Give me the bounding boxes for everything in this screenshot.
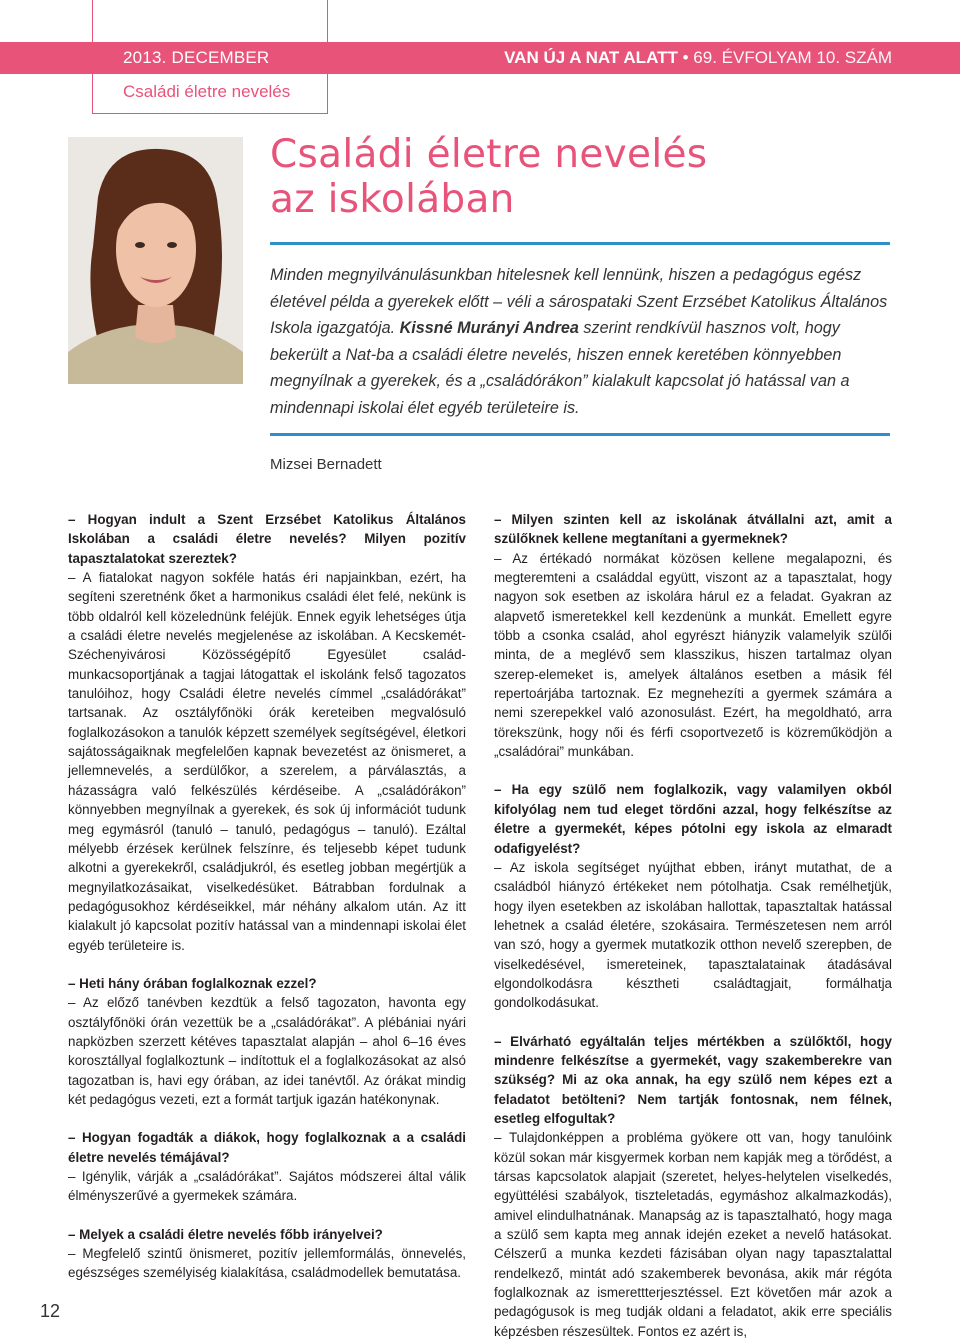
question: – Ha egy szülő nem foglalkozik, vagy valamilyen okból kifolyólag nem tud eleget tördőni azzal, hogy felkészítse az életre a gyermekét, képes pótolni egy iskola az elmaradt odafigyelést? [494,782,892,856]
question: – Melyek a családi életre nevelés főbb irányelvei? [68,1226,383,1242]
title-rule [270,242,890,245]
page-number: 12 [40,1301,61,1321]
question: – Hogyan indult a Szent Erzsébet Katolikus Általános Iskolában a családi életre nevelés? Milyen pozitív tapasztalatokat szereztek? [68,512,466,566]
portrait-illustration [68,137,243,384]
magazine-issue [504,48,892,68]
answer: – Igénylik, várják a „családórákat”. Sajátos módszerei által válik élményszerűvé a gyermekek számára. [68,1169,466,1204]
magazine-title: VAN ÚJ A NAT ALATT [504,48,678,67]
answer: – Az iskola segítséget nyújthat ebben, irányt mutathat, de a családból hiányzó értékeket nem pótolhatja. Csak remélhetjük, hogy ilyen esetekben az iskolában hallottak, tapasztaltak hatással lehetnek a család életére, szokásaira. Természetesen nem arról van szó, hogy a gyermek mutatkozik otthon nevelő szerepben, de viselkedésével, ismereteinek, tapasztalatainak átadásával elgondolkodásra késztheti családtagjait, formálhatja gondolkodásukat. [494,859,892,1011]
answer: – Tulajdonképpen a probléma gyökere ott van, hogy tanulóink közül sokan már kisgyermek korban nem kapják meg a törődést, a társas kapcsolatok alapjait (szeretet, helyes-helytelen viselkedés, együttélési szabályok, tiszteletadás, egymáshoz alkalmazkodás), amivel elindulhatnának. Manapság az is tapasztalható, hogy maga a szülő sem kapta meg annak idején ezeket a nevelő hatásokat. Célszerű a munka kezdeti fázisában olyan nagy tapasztalattal rendelkező, mintát adó szakemberek bevonása, akik már régóta foglalkoznak az ismerettterjesztéssel. Ezt követően már azok a pedagógusok is meg tudják oldani a feladatot, akik erre speciális képzésben részesültek. Fontos ez azért is, [494,1130,892,1339]
portrait-photo [68,137,243,384]
lead-text-2: szerint rendkívül hasznos volt, hogy bekerült a Nat-ba a családi életre nevelés, hiszen ennek keretében könnyebben megnyílnak a gyerekek, és a „családórákon” kialakult kapcsolat jó hatással van a mindennapi iskolai élet egyéb területeire is. [270,319,850,417]
answer: – Megfelelő szintű önismeret, pozitív jellemformálás, önnevelés, egészséges személyiség kialakítása, családmodellek bemutatása. [68,1246,466,1281]
lead-rule [270,433,890,436]
answer: – A fiatalokat nagyon sokféle hatás éri napjainkban, ezért, ha segíteni szeretnénk őket a harmonikus családi élet felé, nekünk is több oldalról kell közelednünk feléjük. Ennek egyik lehetséges útja a családi életre nevelés megjelenése az iskolában. A Kecskemét-Széchenyivárosi Közösségépítő Egyesület család-munkacsoportjának a tagjai látogattak el iskolánk felső tagozatos tanulóihoz, hogy Családi életre nevelés címmel „családórákat” tartsanak. Az osztályfőnöki órák kereteiben megvalósuló foglalkozásokon a tanulók képzett személyek segítségével, életkori sajátosságaiknak megfelelően kapnak bevezetést az önismeret, a jellemnevelés, a serdülőkor, a szerelem, a párválasztás, a házasságra való felkészülés kérdéseibe. A „családórákon” könnyebben megnyílnak a gyerekek, és sok új információt tudunk meg egymásról (tanuló – tanuló, pedagógus – tanuló). Ezáltal mélyebb érzések kerülnek felszínre, és teljesebb képet tudunk alkotni a gyerekekről, családjukról, és esetleg jobban megértjük a megnyilatkozásaikat, viselkedésüket. Bátrabban fordulnak a pedagógusokhoz kérdéseikkel, már néhány alkalom után. Az itt kialakult jó kapcsolat pozitív hatással van a mindennapi iskolai élet egyéb területeire is. [68,570,466,953]
lead-text-1: Minden megnyilvánulásunkban hitelesnek kell lennünk, hiszen a pedagógus egész életével példa a gyerekek előtt – véli a sárospataki Szent Erzsébet Katolikus Általános Iskola igazgatója. [270,266,888,338]
section-label: Családi életre nevelés [123,82,291,101]
question: – Hogyan fogadták a diákok, hogy foglalkoznak a a családi életre nevelés témájával? [68,1130,466,1165]
article-title [270,132,890,222]
lead-interviewee: Kissné Murányi Andrea [399,319,579,338]
article-lead [270,262,890,422]
separator-bullet: • [682,48,689,67]
author-name: Mizsei Bernadett [270,456,382,473]
question: – Milyen szinten kell az iskolának átvállalni azt, amit a szülőknek kellene megtanítani a gyermeknek? [494,512,892,547]
title-line-1: Családi életre nevelés [270,132,708,177]
answer: – Az értékadó normákat közösen kellene megalapozni, és megteremteni a családdal együtt, viszont az a tapasztalat, hogy nagyon sok esetben az iskolára hárul ez a feladat. Gyakran az alapvető ismeretekkel kell kezdenünk a munkát. Emellett egyre több a csonka család, ahol egyrészt hiányzik valamelyik szülői minta, de a meglévő sem klasszikus, hiszen tartalmaz olyan szerep-elemeket is, amelyek általános esetben a másik fél repertoárjába tartoznak. Ez megnehezíti a gyermek számára a nemi szerepekkel való azonosulást. Ezért, ha megoldható, arra törekszünk, hogy női és férfi csoportvezető is közreműködjön a „családórai” munkában. [494,550,892,760]
title-line-2: az iskolában [270,177,515,222]
question: – Heti hány órában foglalkoznak ezzel? [68,975,317,991]
right-column [494,510,892,1341]
issue-number: 69. ÉVFOLYAM 10. SZÁM [693,48,892,67]
question: – Elvárható egyáltalán teljes mértékben a szülőktől, hogy mindenre felkészítse a gyermekét, vagy szakemberekre van szükség? Mi az oka annak, ha egy szülő nem képes ezt a feladatot betölteni? Nem tartják fontosnak, nem félnek, esetleg elfogultak? [494,1033,892,1126]
left-column [68,510,466,1283]
issue-date: 2013. DECEMBER [123,48,270,67]
answer: – Az előző tanévben kezdtük a felső tagozaton, havonta egy osztályfőnöki órán vezettük be a „családórákat”. A plébániai nyári napközben szerzett kétéves tapasztalat alapján – ahol 6–16 éves korosztállyal foglalkoztunk – indítottuk el a foglalkozásokat az alsó tagozatban is, havi egy órában, az idei tanévtől. Az órákat mindig két pedagógus vezeti, ezt a formát tartjuk igazán hatékonynak. [68,995,466,1107]
